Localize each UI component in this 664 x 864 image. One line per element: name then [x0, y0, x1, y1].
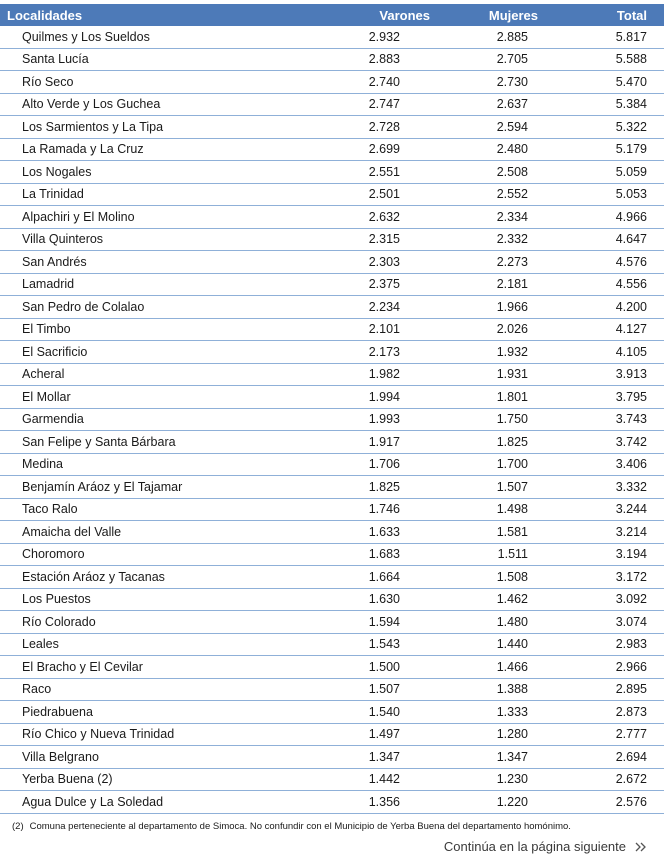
cell-varones: 2.740	[320, 71, 430, 94]
cell-localidad: Leales	[0, 633, 320, 656]
table-row	[0, 656, 664, 679]
cell-localidad: Taco Ralo	[0, 498, 320, 521]
cell-localidad: Garmendia	[0, 408, 320, 431]
cell-localidad: Río Chico y Nueva Trinidad	[0, 723, 320, 746]
cell-varones: 1.746	[320, 498, 430, 521]
cell-localidad: San Pedro de Colalao	[0, 296, 320, 319]
cell-localidad: Choromoro	[0, 543, 320, 566]
table-row	[0, 363, 664, 386]
table-row	[0, 183, 664, 206]
cell-localidad: San Felipe y Santa Bárbara	[0, 431, 320, 454]
cell-mujeres: 1.347	[430, 746, 565, 769]
cell-localidad: El Timbo	[0, 318, 320, 341]
table-row	[0, 701, 664, 724]
table-row	[0, 611, 664, 634]
table-row	[0, 521, 664, 544]
cell-mujeres: 2.885	[430, 26, 565, 48]
cell-localidad: La Ramada y La Cruz	[0, 138, 320, 161]
cell-total: 2.895	[565, 678, 664, 701]
double-chevron-right-icon	[634, 841, 648, 853]
cell-localidad: Quilmes y Los Sueldos	[0, 26, 320, 48]
cell-varones: 1.507	[320, 678, 430, 701]
cell-localidad: Amaicha del Valle	[0, 521, 320, 544]
cell-varones: 2.501	[320, 183, 430, 206]
footnote	[12, 821, 571, 832]
cell-mujeres: 1.511	[430, 543, 565, 566]
cell-varones: 1.497	[320, 723, 430, 746]
population-table	[0, 4, 664, 814]
cell-varones: 1.442	[320, 768, 430, 791]
continue-label: Continúa en la página siguiente	[443, 839, 626, 854]
header-mujeres: Mujeres	[430, 4, 565, 26]
cell-mujeres: 1.966	[430, 296, 565, 319]
cell-varones: 2.728	[320, 116, 430, 139]
cell-total: 3.332	[565, 476, 664, 499]
cell-mujeres: 2.705	[430, 48, 565, 71]
header-localidades: Localidades	[0, 4, 320, 26]
cell-total: 5.384	[565, 93, 664, 116]
table-row	[0, 93, 664, 116]
cell-total: 5.059	[565, 161, 664, 184]
table-row	[0, 71, 664, 94]
cell-localidad: Alto Verde y Los Guchea	[0, 93, 320, 116]
cell-mujeres: 1.700	[430, 453, 565, 476]
cell-mujeres: 1.462	[430, 588, 565, 611]
header-varones: Varones	[320, 4, 430, 26]
cell-varones: 2.883	[320, 48, 430, 71]
cell-varones: 1.664	[320, 566, 430, 589]
cell-total: 2.694	[565, 746, 664, 769]
table-row	[0, 116, 664, 139]
table-row	[0, 453, 664, 476]
footnote-mark: (2)	[12, 821, 24, 832]
cell-localidad: Estación Aráoz y Tacanas	[0, 566, 320, 589]
cell-mujeres: 2.273	[430, 251, 565, 274]
cell-total: 4.647	[565, 228, 664, 251]
cell-localidad: Villa Belgrano	[0, 746, 320, 769]
cell-varones: 1.825	[320, 476, 430, 499]
table-body	[0, 26, 664, 813]
cell-total: 3.795	[565, 386, 664, 409]
cell-varones: 1.630	[320, 588, 430, 611]
cell-varones: 2.303	[320, 251, 430, 274]
cell-total: 2.966	[565, 656, 664, 679]
cell-varones: 2.699	[320, 138, 430, 161]
cell-total: 4.200	[565, 296, 664, 319]
cell-varones: 2.375	[320, 273, 430, 296]
cell-varones: 1.993	[320, 408, 430, 431]
table-row	[0, 723, 664, 746]
cell-mujeres: 2.026	[430, 318, 565, 341]
cell-localidad: Agua Dulce y La Soledad	[0, 791, 320, 814]
cell-mujeres: 2.480	[430, 138, 565, 161]
cell-varones: 1.347	[320, 746, 430, 769]
cell-varones: 1.633	[320, 521, 430, 544]
table-row	[0, 678, 664, 701]
table-row	[0, 431, 664, 454]
cell-localidad: La Trinidad	[0, 183, 320, 206]
cell-localidad: Yerba Buena (2)	[0, 768, 320, 791]
table-row	[0, 273, 664, 296]
cell-localidad: Los Nogales	[0, 161, 320, 184]
cell-mujeres: 1.498	[430, 498, 565, 521]
cell-varones: 2.747	[320, 93, 430, 116]
cell-mujeres: 2.594	[430, 116, 565, 139]
footnote-text: Comuna perteneciente al departamento de Simoca. No confundir con el Municipio de Yerba Buena del departamento homónimo.	[29, 821, 571, 832]
cell-mujeres: 1.220	[430, 791, 565, 814]
table-row	[0, 138, 664, 161]
cell-varones: 1.706	[320, 453, 430, 476]
cell-varones: 1.500	[320, 656, 430, 679]
table-row	[0, 566, 664, 589]
cell-mujeres: 1.388	[430, 678, 565, 701]
cell-total: 4.105	[565, 341, 664, 364]
cell-mujeres: 1.507	[430, 476, 565, 499]
cell-localidad: Los Sarmientos y La Tipa	[0, 116, 320, 139]
cell-mujeres: 2.508	[430, 161, 565, 184]
cell-varones: 1.594	[320, 611, 430, 634]
table-row	[0, 296, 664, 319]
cell-total: 4.556	[565, 273, 664, 296]
cell-mujeres: 2.552	[430, 183, 565, 206]
cell-mujeres: 2.334	[430, 206, 565, 229]
cell-varones: 2.234	[320, 296, 430, 319]
cell-varones: 1.356	[320, 791, 430, 814]
cell-total: 3.913	[565, 363, 664, 386]
table-row	[0, 746, 664, 769]
cell-total: 5.322	[565, 116, 664, 139]
cell-total: 3.743	[565, 408, 664, 431]
cell-localidad: El Bracho y El Cevilar	[0, 656, 320, 679]
cell-mujeres: 2.637	[430, 93, 565, 116]
cell-varones: 1.540	[320, 701, 430, 724]
cell-localidad: Medina	[0, 453, 320, 476]
cell-total: 2.576	[565, 791, 664, 814]
cell-localidad: Villa Quinteros	[0, 228, 320, 251]
cell-total: 3.214	[565, 521, 664, 544]
cell-varones: 1.982	[320, 363, 430, 386]
cell-localidad: San Andrés	[0, 251, 320, 274]
cell-mujeres: 1.801	[430, 386, 565, 409]
cell-total: 3.742	[565, 431, 664, 454]
cell-localidad: Lamadrid	[0, 273, 320, 296]
cell-localidad: Río Seco	[0, 71, 320, 94]
cell-localidad: Santa Lucía	[0, 48, 320, 71]
table-row	[0, 588, 664, 611]
cell-varones: 2.932	[320, 26, 430, 48]
cell-varones: 1.994	[320, 386, 430, 409]
table-row	[0, 161, 664, 184]
table-row	[0, 341, 664, 364]
table-row	[0, 26, 664, 48]
cell-varones: 2.101	[320, 318, 430, 341]
cell-total: 3.406	[565, 453, 664, 476]
header-total: Total	[565, 4, 664, 26]
table-row	[0, 791, 664, 814]
cell-mujeres: 1.480	[430, 611, 565, 634]
cell-total: 3.074	[565, 611, 664, 634]
cell-localidad: Los Puestos	[0, 588, 320, 611]
table-row	[0, 476, 664, 499]
cell-mujeres: 2.730	[430, 71, 565, 94]
cell-mujeres: 1.333	[430, 701, 565, 724]
cell-varones: 2.173	[320, 341, 430, 364]
cell-total: 5.588	[565, 48, 664, 71]
cell-mujeres: 1.466	[430, 656, 565, 679]
cell-varones: 1.543	[320, 633, 430, 656]
cell-total: 5.817	[565, 26, 664, 48]
cell-mujeres: 1.230	[430, 768, 565, 791]
header-row	[0, 4, 664, 26]
cell-localidad: Raco	[0, 678, 320, 701]
cell-varones: 2.551	[320, 161, 430, 184]
table-row	[0, 386, 664, 409]
cell-localidad: Piedrabuena	[0, 701, 320, 724]
table-row	[0, 318, 664, 341]
cell-localidad: El Mollar	[0, 386, 320, 409]
table-row	[0, 206, 664, 229]
table-row	[0, 498, 664, 521]
cell-localidad: Acheral	[0, 363, 320, 386]
cell-total: 2.873	[565, 701, 664, 724]
cell-mujeres: 1.508	[430, 566, 565, 589]
table-row	[0, 408, 664, 431]
table-row	[0, 251, 664, 274]
cell-varones: 2.315	[320, 228, 430, 251]
cell-total: 4.966	[565, 206, 664, 229]
table-row	[0, 768, 664, 791]
cell-total: 3.092	[565, 588, 664, 611]
cell-localidad: Benjamín Aráoz y El Tajamar	[0, 476, 320, 499]
cell-mujeres: 1.932	[430, 341, 565, 364]
cell-total: 2.983	[565, 633, 664, 656]
cell-mujeres: 2.181	[430, 273, 565, 296]
cell-localidad: Río Colorado	[0, 611, 320, 634]
cell-total: 5.470	[565, 71, 664, 94]
cell-total: 3.172	[565, 566, 664, 589]
table-row	[0, 633, 664, 656]
cell-mujeres: 2.332	[430, 228, 565, 251]
table-row	[0, 543, 664, 566]
cell-mujeres: 1.750	[430, 408, 565, 431]
cell-varones: 2.632	[320, 206, 430, 229]
cell-mujeres: 1.581	[430, 521, 565, 544]
cell-varones: 1.917	[320, 431, 430, 454]
table-row	[0, 48, 664, 71]
cell-total: 2.672	[565, 768, 664, 791]
cell-total: 3.244	[565, 498, 664, 521]
cell-varones: 1.683	[320, 543, 430, 566]
cell-total: 3.194	[565, 543, 664, 566]
cell-mujeres: 1.280	[430, 723, 565, 746]
cell-localidad: El Sacrificio	[0, 341, 320, 364]
table-header	[0, 4, 664, 26]
table-row	[0, 228, 664, 251]
cell-total: 2.777	[565, 723, 664, 746]
cell-localidad: Alpachiri y El Molino	[0, 206, 320, 229]
cell-total: 5.179	[565, 138, 664, 161]
continue-notice	[444, 839, 648, 854]
cell-mujeres: 1.825	[430, 431, 565, 454]
cell-total: 4.127	[565, 318, 664, 341]
cell-total: 5.053	[565, 183, 664, 206]
cell-total: 4.576	[565, 251, 664, 274]
cell-mujeres: 1.931	[430, 363, 565, 386]
cell-mujeres: 1.440	[430, 633, 565, 656]
